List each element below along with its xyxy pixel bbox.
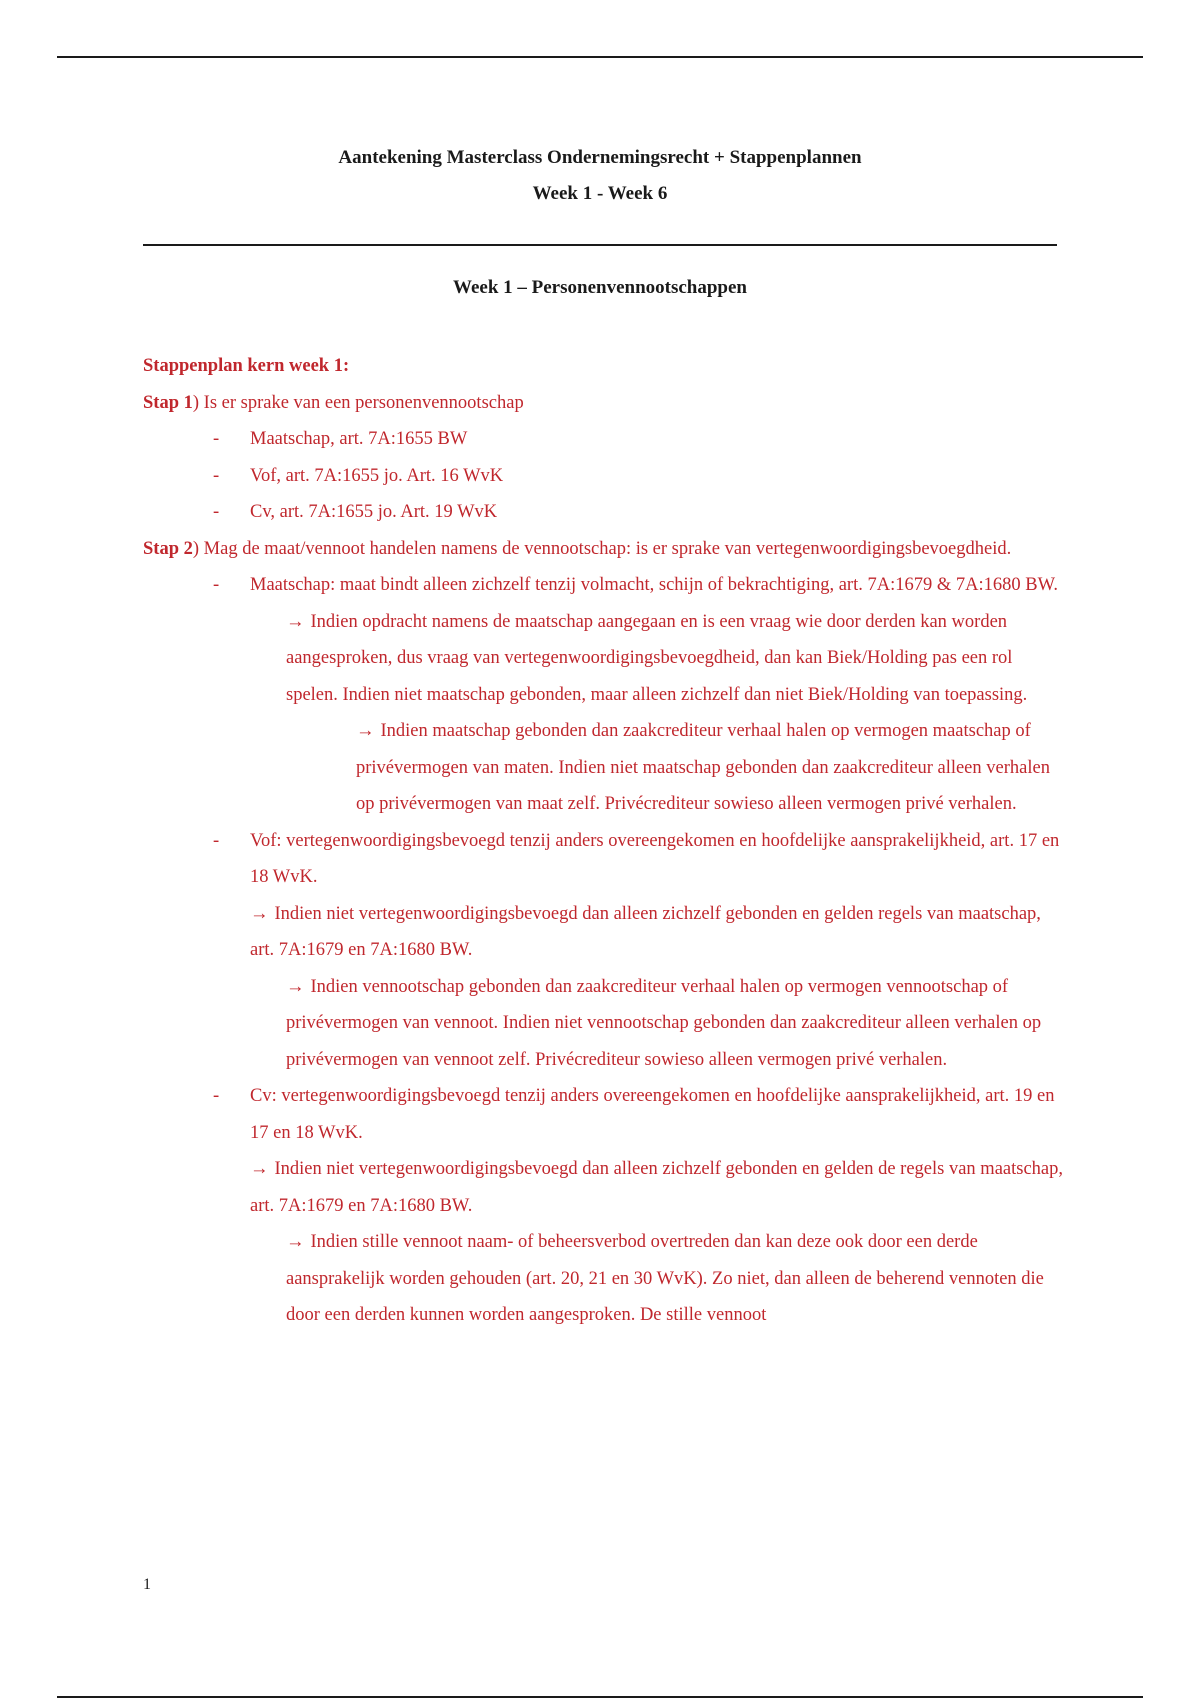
maatschap-text: Maatschap: maat bindt alleen zichzelf tenzij volmacht, schijn of bekrachtiging, art. 7A:1679 & 7A:1680 BW. xyxy=(250,575,1058,595)
vof-arrow-1 xyxy=(143,896,1063,969)
page-top-rule xyxy=(57,56,1143,58)
list-item xyxy=(143,494,1063,531)
list-item-text: Vof, art. 7A:1655 jo. Art. 16 WvK xyxy=(250,465,504,486)
week-title: Week 1 – Personenvennootschappen xyxy=(453,277,747,298)
list-item-text: Cv, art. 7A:1655 jo. Art. 19 WvK xyxy=(250,502,498,522)
arrow-right-icon: → xyxy=(356,721,375,741)
stap-2 xyxy=(143,531,1063,568)
cv-text: Cv: vertegenwoordigingsbevoegd tenzij anders overeengekomen en hoofdelijke aansprakelijkheid, art. 19 en 17 en 18 WvK. xyxy=(250,1086,1055,1143)
bullet-dash: - xyxy=(213,465,220,486)
header-rule xyxy=(143,244,1057,246)
document-body xyxy=(143,348,1063,1334)
arrow-right-icon: → xyxy=(286,976,305,997)
bullet-dash: - xyxy=(213,830,220,851)
list-item xyxy=(143,421,1063,458)
arrow-right-icon: → xyxy=(250,1159,269,1179)
cv-arrow-2 xyxy=(143,1224,1063,1334)
stap-2-label: Stap 2 xyxy=(143,538,193,559)
vof-item xyxy=(143,823,1063,896)
page-bottom-rule xyxy=(57,1696,1143,1698)
arrow-right-icon: → xyxy=(286,1232,305,1252)
stap-2-text: ) Mag de maat/vennoot handelen namens de vennootschap: is er sprake van vertegenwoordigingsbevoegdheid. xyxy=(192,538,1012,559)
maatschap-arrow-1-text: Indien opdracht namens de maatschap aangegaan en is een vraag wie door derden kan worden aangesproken, dus vraag van vertegenwoordigingsbevoegdheid, dan kan Biek/Holding pas een rol spelen. Indien niet maatschap gebonden, maar alleen zichzelf dan niet Biek/Holding van toepassing. xyxy=(286,611,1028,705)
cv-arrow-1 xyxy=(143,1151,1063,1224)
maatschap-item xyxy=(143,567,1063,604)
bullet-dash: - xyxy=(213,1086,220,1106)
list-item-text: Maatschap, art. 7A:1655 BW xyxy=(250,429,468,449)
cv-arrow-2-text: Indien stille vennoot naam- of beheersverbod overtreden dan kan deze ook door een derde aansprakelijk worden gehouden (art. 20, 21 en 30 WvK). Zo niet, dan alleen de beherend vennoten die door een derden kunnen worden aangesproken. De stille vennoot xyxy=(286,1232,1044,1325)
stappenplan-heading: Stappenplan kern week 1: xyxy=(143,356,350,376)
bullet-dash: - xyxy=(213,575,220,595)
stap-1-text: ) Is er sprake van een personenvennootschap xyxy=(192,392,524,413)
cv-item xyxy=(143,1078,1063,1151)
cv-arrow-1-text: Indien niet vertegenwoordigingsbevoegd dan alleen zichzelf gebonden en gelden de regels van maatschap, art. 7A:1679 en 7A:1680 BW. xyxy=(250,1159,1064,1216)
maatschap-arrow-2 xyxy=(143,713,1063,823)
stap-1 xyxy=(143,385,1063,422)
arrow-right-icon: → xyxy=(250,903,269,924)
document-subtitle: Week 1 - Week 6 xyxy=(532,183,668,204)
bullet-dash: - xyxy=(213,502,220,522)
document-header xyxy=(0,140,1200,212)
document-title: Aantekening Masterclass Ondernemingsrecht + Stappenplannen xyxy=(338,147,862,168)
vof-arrow-2 xyxy=(143,969,1063,1079)
maatschap-arrow-2-text: Indien maatschap gebonden dan zaakcrediteur verhaal halen op vermogen maatschap of privévermogen van maten. Indien niet maatschap gebonden dan zaakcrediteur alleen verhalen op privévermogen van maat zelf. Privécrediteur sowieso alleen vermogen privé verhalen. xyxy=(356,721,1050,814)
bullet-dash: - xyxy=(213,429,220,449)
page-number: 1 xyxy=(143,1576,151,1593)
vof-arrow-1-text: Indien niet vertegenwoordigingsbevoegd dan alleen zichzelf gebonden en gelden regels van maatschap, art. 7A:1679 en 7A:1680 BW. xyxy=(250,903,1041,960)
list-item xyxy=(143,458,1063,495)
vof-text: Vof: vertegenwoordigingsbevoegd tenzij anders overeengekomen en hoofdelijke aansprakelijkheid, art. 17 en 18 WvK. xyxy=(250,830,1060,887)
arrow-right-icon: → xyxy=(286,611,305,632)
vof-arrow-2-text: Indien vennootschap gebonden dan zaakcrediteur verhaal halen op vermogen vennootschap of privévermogen van vennoot. Indien niet vennootschap gebonden dan zaakcrediteur alleen verhalen op privévermogen van vennoot zelf. Privécrediteur sowieso alleen vermogen privé verhalen. xyxy=(286,976,1042,1070)
maatschap-arrow-1 xyxy=(143,604,1063,714)
stap-1-label: Stap 1 xyxy=(143,392,193,413)
